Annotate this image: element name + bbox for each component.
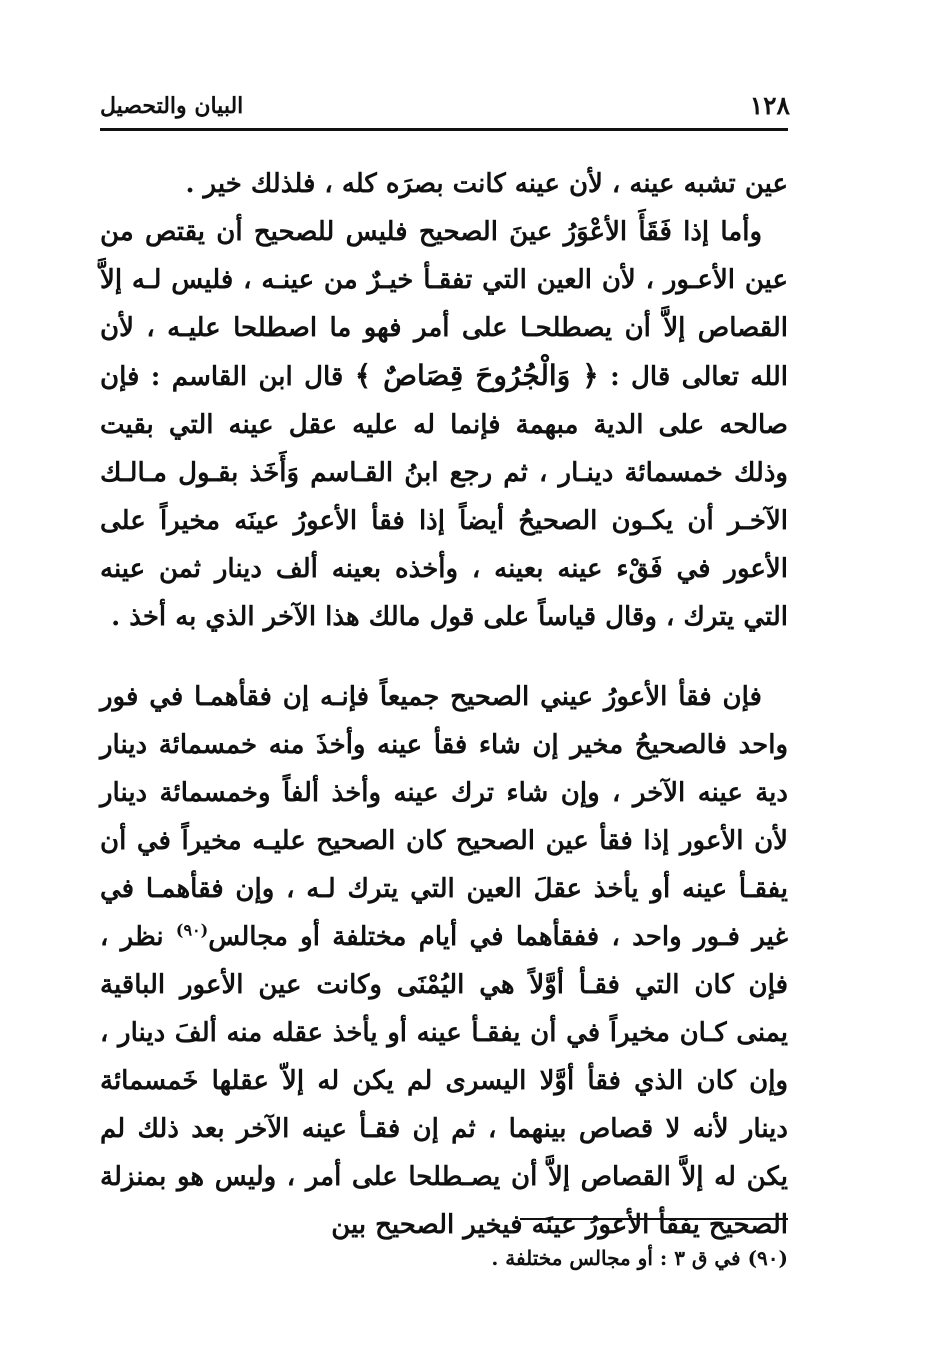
paragraph-text: وأما إذا فَقَأَ الأعْوَرُ عينَ الصحيح فليس للصحيح أن يقتص من عين الأعـور ، لأن العين التي تفقـأ خيـرٌ من عينـه ، فليس لـه إلاَّ القصاص إلاَّ أن يصطلحـا على أمر فهو ما اصطلحا عليـه ، لأن الله تعالى قال : (100, 217, 788, 392)
paragraph-text: نظر ، فإن كان التي فقـأ أوَّلاً هي اليُمْنَى وكانت عين الأعور الباقية يمنى كـان مخيراً في أن يفقـأ عينه أو يأخذ عقله منه ألفَ دينار ، وإن كان الذي فقأ أوَّلا اليسرى لم يكن له إلاّ عقلها خَمسمائة دينار لأنه لا قصاص بينهما ، ثم إن فقـأ عينه الآخر بعد ذلك لم يكن له إلاَّ القصاص إلاَّ أن يصـطلحا على أمر ، وليس هو بمنزلة الصحيح يفقأ الأعورُ عينَه فيخير الصحيح بين (100, 922, 788, 1240)
running-title: البيان والتحصيل (100, 93, 244, 119)
header-rule (100, 128, 788, 131)
quran-verse: ﴿ وَالْجُرُوحَ قِصَاصٌ ﴾ (354, 359, 599, 392)
paragraph-text: فإن فقأ الأعورُ عيني الصحيح جميعاً فإنـه إن فقأهمـا في فور واحد فالصحيحُ مخير إن شاء فقأ عينه وأخذَ منه خمسمائة دينار دية عينه الآخر ، وإن شاء ترك عينه وأخذ ألفاً وخمسمائة دينار لأن الأعور إذا فقأ عين الصحيح كان الصحيح عليـه مخيراً في أن يفقـأ عينه أو يأخذ عقلَ العين التي يترك لـه ، وإن فقأهمـا في غير فـور واحد ، ففقأهما في أيام مختلفة أو مجالس (100, 682, 789, 952)
body-text (100, 160, 788, 1249)
page-number: ١٢٨ (749, 91, 790, 120)
paragraph-2 (100, 208, 788, 641)
paragraph-text: عين تشبه عينه ، لأن عينه كانت بصرَه كله ، فلذلك خير . (185, 169, 788, 199)
footnote-reference: (٩٠) (175, 920, 209, 940)
footnote-rule (520, 1218, 788, 1220)
footnote: (٩٠) في ق ٣ : أو مجالس مختلفة . (491, 1246, 788, 1270)
page-header (100, 88, 790, 124)
paragraph-text: قال ابن القاسم : فإن صالحه على الدية مبهمة فإنما له عليه عقل عينه التي بقيت وذلك خمسمائة دينـار ، ثم رجع ابنُ القـاسم وَأَخَذ بقـول مـالـك الآخـر أن يكـون الصحيحُ أيضاً إذا فقأ الأعورُ عينَه مخيراً على الأعور في فَقْء عينه بعينه ، وأخذه بعينه ألف دينار ثمن عينه التي يترك ، وقال قياساً على قول مالك هذا الآخر الذي به أخذ . (100, 362, 788, 632)
paragraph-3 (100, 673, 788, 1249)
paragraph-1 (100, 160, 788, 208)
